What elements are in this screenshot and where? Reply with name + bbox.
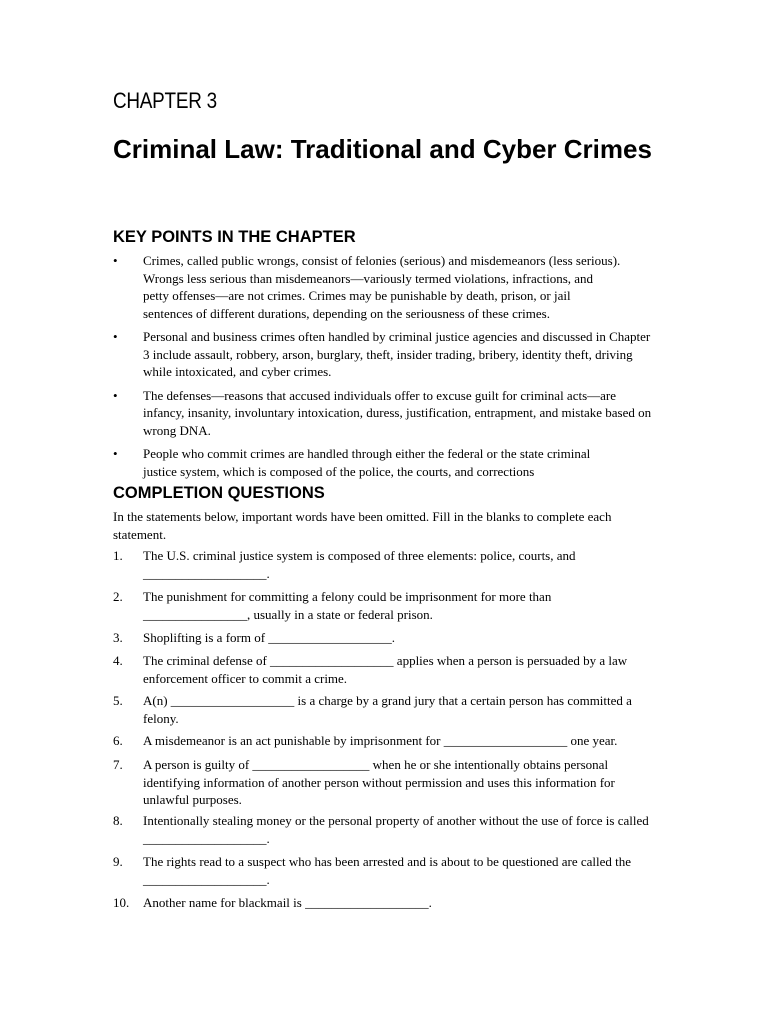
question-line: ________________, usually in a state or federal prison. (143, 606, 433, 622)
intro-line: In the statements below, important words have been omitted. Fill in the blanks to complete each (113, 509, 612, 524)
question-text (143, 588, 551, 623)
question-line: unlawful purposes. (143, 792, 242, 807)
key-point-line: Personal and business crimes often handled by criminal justice agencies and discussed in Chapter (143, 329, 651, 344)
question-text (143, 894, 432, 912)
key-point-line: The defenses—reasons that accused individuals offer to excuse guilt for criminal acts—are (143, 387, 617, 403)
question-line: The criminal defense of ___________________ applies when a person is persuaded by a law (143, 653, 628, 668)
question-line: The rights read to a suspect who has been arrested and is about to be questioned are called the (143, 854, 632, 869)
question-number: 8. (113, 813, 123, 828)
key-points-list (113, 252, 703, 480)
question-number: 9. (113, 854, 123, 869)
question-number: 2. (113, 589, 123, 604)
intro-line: statement. (113, 526, 167, 542)
question-number: 3. (113, 630, 123, 645)
question-text (143, 853, 631, 888)
question-line: The punishment for committing a felony could be imprisonment for more than (143, 589, 552, 604)
key-point-line: Wrongs less serious than misdemeanors—variously termed violations, infractions, and (143, 270, 594, 286)
question-number: 5. (113, 693, 123, 708)
question-line: identifying information of another person without permission and uses this information for (143, 774, 615, 790)
key-point-line: 3 include assault, robbery, arson, burglary, theft, insider trading, bribery, identity theft, driving (143, 346, 633, 362)
question-line: Another name for blackmail is ___________________. (143, 895, 432, 910)
completion-heading: COMPLETION QUESTIONS (113, 484, 325, 502)
question-text (143, 692, 632, 727)
question-text (143, 652, 627, 687)
key-point-line: sentences of different durations, depending on the seriousness of these crimes. (143, 305, 550, 321)
question-line: ___________________. (143, 565, 270, 581)
question-text (143, 629, 395, 647)
key-point-line: Crimes, called public wrongs, consist of felonies (serious) and misdemeanors (less serious). (143, 253, 621, 268)
key-point-item (113, 387, 703, 440)
key-point-item (113, 252, 703, 322)
key-point-item (113, 445, 703, 480)
question-number: 6. (113, 733, 123, 748)
bullet-icon: • (113, 329, 118, 344)
key-point-line: wrong DNA. (143, 422, 211, 438)
key-point-line: petty offenses—are not crimes. Crimes may be punishable by death, prison, or jail (143, 288, 571, 303)
question-line: felony. (143, 710, 179, 726)
chapter-title: Criminal Law: Traditional and Cyber Crimes (113, 134, 652, 164)
bullet-icon: • (113, 446, 118, 461)
question-text (143, 756, 615, 809)
question-line: Intentionally stealing money or the personal property of another without the use of force is called (143, 813, 649, 828)
key-point-item (113, 328, 703, 381)
key-point-line: People who commit crimes are handled through either the federal or the state criminal (143, 446, 591, 461)
question-line: A misdemeanor is an act punishable by imprisonment for ___________________ one year. (143, 733, 618, 748)
key-points-heading: KEY POINTS IN THE CHAPTER (113, 228, 356, 246)
question-line: enforcement officer to commit a crime. (143, 670, 348, 686)
key-point-line: justice system, which is composed of the police, the courts, and corrections (143, 463, 535, 479)
question-number: 4. (113, 653, 123, 668)
question-text (143, 547, 576, 582)
question-line: ___________________. (143, 871, 270, 887)
question-line: Shoplifting is a form of ___________________. (143, 630, 396, 645)
completion-intro (113, 508, 693, 543)
bullet-icon: • (113, 253, 118, 268)
question-line: The U.S. criminal justice system is composed of three elements: police, courts, and (143, 548, 576, 563)
question-text (143, 812, 649, 847)
question-text (143, 732, 617, 750)
question-line: A(n) ___________________ is a charge by a grand jury that a certain person has committed a (143, 693, 632, 708)
question-number: 10. (113, 895, 130, 910)
question-number: 7. (113, 757, 123, 772)
question-line: ___________________. (143, 830, 270, 846)
question-line: A person is guilty of __________________ when he or she intentionally obtains personal (143, 757, 609, 772)
question-number: 1. (113, 548, 123, 563)
key-point-line: infancy, insanity, involuntary intoxication, duress, justification, entrapment, and mistake based on (143, 405, 652, 420)
key-point-line: while intoxicated, and cyber crimes. (143, 364, 332, 379)
chapter-label: CHAPTER 3 (113, 88, 217, 113)
bullet-icon: • (113, 387, 118, 403)
